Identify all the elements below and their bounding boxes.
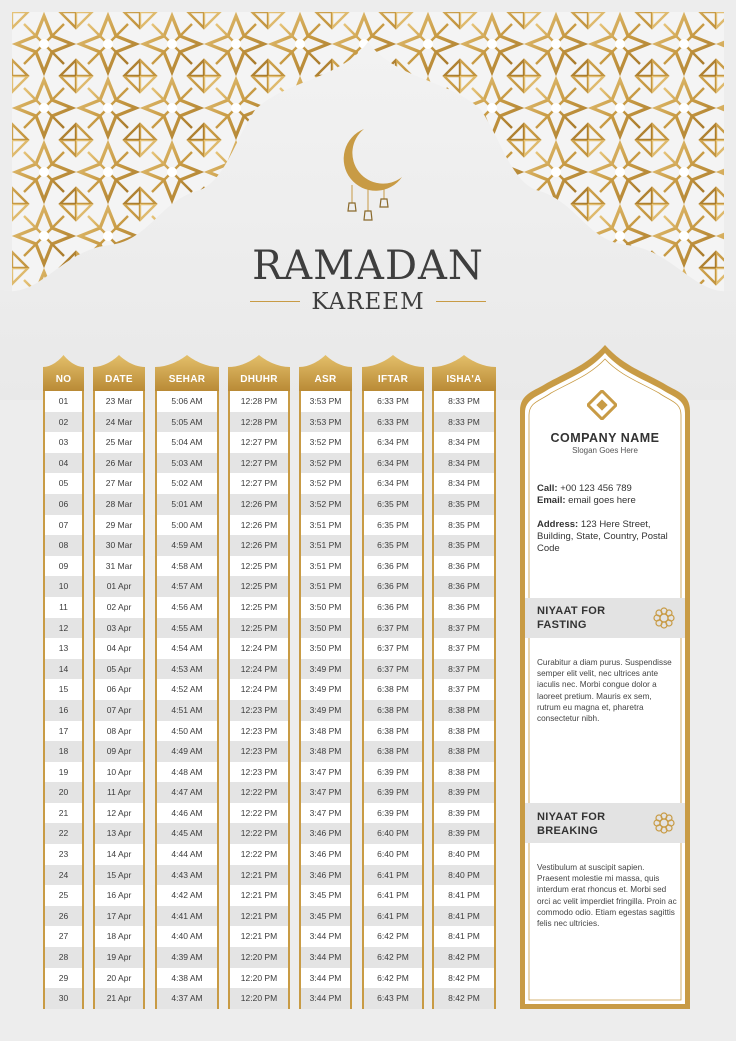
table-cell-date: 13 Apr xyxy=(95,823,143,844)
column-header-no xyxy=(43,355,84,391)
table-cell-asr: 3:47 PM xyxy=(309,807,342,818)
table-cell-date: 14 Apr xyxy=(106,849,132,860)
table-cell-dhuhr: 12:23 PM xyxy=(230,741,288,762)
table-cell-ishaa: 8:38 PM xyxy=(434,700,494,721)
table-cell-date: 28 Mar xyxy=(95,494,143,515)
call-value: +00 123 456 789 xyxy=(560,483,632,494)
table-cell-sehar: 4:59 AM xyxy=(157,535,217,556)
table-cell-ishaa: 8:38 PM xyxy=(448,725,480,736)
table-cell-asr: 3:44 PM xyxy=(309,931,342,942)
table-cell-dhuhr: 12:21 PM xyxy=(240,931,278,942)
column-header-asr xyxy=(299,355,352,391)
column-body-dhuhr xyxy=(228,391,290,1009)
table-cell-no: 15 xyxy=(58,684,69,695)
table-cell-sehar: 4:37 AM xyxy=(157,988,217,1009)
column-header-label: NO xyxy=(55,374,72,385)
table-cell-ishaa: 8:36 PM xyxy=(434,576,494,597)
table-cell-dhuhr: 12:24 PM xyxy=(240,643,278,654)
table-cell-iftar: 6:37 PM xyxy=(364,659,422,680)
table-cell-sehar: 4:42 AM xyxy=(171,890,203,901)
table-cell-date: 16 Apr xyxy=(106,890,132,901)
table-cell-no: 29 xyxy=(58,972,69,983)
table-cell-ishaa: 8:38 PM xyxy=(448,766,480,777)
table-cell-no: 18 xyxy=(45,741,82,762)
column-body-asr xyxy=(299,391,352,1009)
table-cell-no: 09 xyxy=(58,560,69,571)
table-cell-ishaa: 8:35 PM xyxy=(434,494,494,515)
column-asr xyxy=(299,355,352,1011)
table-cell-sehar: 4:53 AM xyxy=(157,659,217,680)
table-cell-dhuhr: 12:26 PM xyxy=(230,535,288,556)
table-cell-date: 15 Apr xyxy=(95,865,143,886)
table-cell-date: 20 Apr xyxy=(106,972,132,983)
table-cell-iftar: 6:40 PM xyxy=(377,849,409,860)
table-cell-dhuhr: 12:27 PM xyxy=(240,437,278,448)
table-cell-iftar: 6:43 PM xyxy=(364,988,422,1009)
table-cell-sehar: 5:05 AM xyxy=(157,412,217,433)
table-cell-iftar: 6:33 PM xyxy=(377,396,409,406)
table-cell-iftar: 6:35 PM xyxy=(364,494,422,515)
table-cell-iftar: 6:41 PM xyxy=(377,890,409,901)
table-cell-sehar: 5:02 AM xyxy=(171,478,203,489)
table-cell-asr: 3:46 PM xyxy=(301,823,350,844)
table-cell-sehar: 4:47 AM xyxy=(157,782,217,803)
table-cell-ishaa: 8:42 PM xyxy=(434,988,494,1009)
table-cell-iftar: 6:34 PM xyxy=(364,453,422,474)
table-cell-iftar: 6:36 PM xyxy=(364,576,422,597)
company-slogan: Slogan Goes Here xyxy=(572,446,638,455)
page-title: RAMADAN xyxy=(252,243,484,289)
table-cell-dhuhr: 12:23 PM xyxy=(240,766,278,777)
table-cell-no: 04 xyxy=(45,453,82,474)
table-cell-date: 30 Mar xyxy=(95,535,143,556)
table-cell-dhuhr: 12:21 PM xyxy=(230,865,288,886)
table-cell-date: 24 Mar xyxy=(95,412,143,433)
rosette-icon xyxy=(652,606,676,630)
table-cell-dhuhr: 12:21 PM xyxy=(230,906,288,927)
table-cell-date: 06 Apr xyxy=(106,684,132,695)
table-cell-dhuhr: 12:22 PM xyxy=(230,782,288,803)
table-cell-iftar: 6:34 PM xyxy=(377,478,409,489)
table-cell-ishaa: 8:38 PM xyxy=(434,741,494,762)
table-cell-ishaa: 8:42 PM xyxy=(434,947,494,968)
table-cell-asr: 3:53 PM xyxy=(301,412,350,433)
rosette-icon xyxy=(652,811,676,835)
table-cell-sehar: 4:56 AM xyxy=(171,601,203,612)
column-date xyxy=(93,355,145,1011)
niyaat-fasting-text: Curabitur a diam purus. Suspendisse semper elit velit, nec ultrices ante iaculis nec. Morbi congue dolor a laoreet pretium. Mauris ex sem, rutrum eu magna et, pharetra consectetur nibh. xyxy=(537,658,672,724)
table-cell-iftar: 6:37 PM xyxy=(364,618,422,639)
email-label: Email: xyxy=(537,495,566,506)
table-cell-sehar: 5:01 AM xyxy=(157,494,217,515)
contact-call xyxy=(537,483,677,495)
table-cell-no: 08 xyxy=(45,535,82,556)
table-cell-iftar: 6:37 PM xyxy=(377,643,409,654)
table-cell-asr: 3:52 PM xyxy=(301,453,350,474)
table-cell-ishaa: 8:41 PM xyxy=(434,906,494,927)
table-cell-asr: 3:50 PM xyxy=(309,601,342,612)
table-cell-asr: 3:49 PM xyxy=(301,700,350,721)
column-header-ishaa xyxy=(432,355,496,391)
table-cell-dhuhr: 12:21 PM xyxy=(240,890,278,901)
table-cell-asr: 3:51 PM xyxy=(309,519,342,530)
company-name: COMPANY NAME xyxy=(550,431,660,445)
table-cell-date: 09 Apr xyxy=(95,741,143,762)
table-cell-iftar: 6:41 PM xyxy=(364,865,422,886)
table-cell-ishaa: 8:33 PM xyxy=(448,396,480,406)
page-subtitle: KAREEM xyxy=(311,289,425,315)
table-cell-dhuhr: 12:28 PM xyxy=(240,396,278,406)
table-cell-no: 11 xyxy=(59,601,68,612)
table-cell-no: 12 xyxy=(45,618,82,639)
table-cell-no: 25 xyxy=(58,890,69,901)
column-body-sehar xyxy=(155,391,219,1009)
niyaat-breaking-title: NIYAAT FOR BREAKING xyxy=(537,811,606,837)
table-cell-asr: 3:49 PM xyxy=(301,659,350,680)
table-cell-sehar: 4:41 AM xyxy=(157,906,217,927)
column-ishaa xyxy=(432,355,496,1011)
column-iftar xyxy=(362,355,424,1011)
table-cell-asr: 3:51 PM xyxy=(301,535,350,556)
table-cell-asr: 3:45 PM xyxy=(301,906,350,927)
table-cell-iftar: 6:34 PM xyxy=(377,437,409,448)
table-cell-iftar: 6:38 PM xyxy=(364,741,422,762)
table-cell-dhuhr: 12:22 PM xyxy=(240,807,278,818)
table-cell-ishaa: 8:39 PM xyxy=(434,823,494,844)
table-cell-sehar: 4:55 AM xyxy=(157,618,217,639)
table-cell-dhuhr: 12:25 PM xyxy=(230,618,288,639)
column-header-label: SEHAR xyxy=(168,374,206,385)
table-cell-sehar: 4:45 AM xyxy=(157,823,217,844)
column-header-label: DHUHR xyxy=(240,374,278,385)
niyaat-fasting-title: NIYAAT FOR FASTING xyxy=(537,605,606,631)
column-body-date xyxy=(93,391,145,1009)
table-cell-asr: 3:50 PM xyxy=(301,618,350,639)
table-cell-ishaa: 8:34 PM xyxy=(434,453,494,474)
table-cell-asr: 3:52 PM xyxy=(309,437,342,448)
table-cell-iftar: 6:36 PM xyxy=(377,601,409,612)
table-cell-no: 22 xyxy=(45,823,82,844)
table-cell-iftar: 6:33 PM xyxy=(364,412,422,433)
table-cell-no: 16 xyxy=(45,700,82,721)
table-cell-dhuhr: 12:23 PM xyxy=(230,700,288,721)
table-cell-ishaa: 8:39 PM xyxy=(448,807,480,818)
table-cell-dhuhr: 12:27 PM xyxy=(240,478,278,489)
table-cell-asr: 3:52 PM xyxy=(309,478,342,489)
table-cell-iftar: 6:39 PM xyxy=(377,807,409,818)
column-header-label: IFTAR xyxy=(377,374,409,385)
table-cell-ishaa: 8:41 PM xyxy=(448,931,480,942)
table-cell-iftar: 6:39 PM xyxy=(377,766,409,777)
column-header-date xyxy=(93,355,145,391)
diamond-logo-icon xyxy=(587,390,617,420)
table-cell-sehar: 5:03 AM xyxy=(157,453,217,474)
table-cell-sehar: 4:38 AM xyxy=(171,972,203,983)
table-cell-iftar: 6:38 PM xyxy=(377,684,409,695)
table-cell-date: 05 Apr xyxy=(95,659,143,680)
table-cell-iftar: 6:42 PM xyxy=(377,972,409,983)
table-cell-iftar: 6:42 PM xyxy=(364,947,422,968)
table-cell-iftar: 6:38 PM xyxy=(377,725,409,736)
crescent-moon-icon xyxy=(330,125,410,225)
table-cell-no: 06 xyxy=(45,494,82,515)
column-header-sehar xyxy=(155,355,219,391)
table-cell-asr: 3:46 PM xyxy=(301,865,350,886)
niyaat-breaking-text: Vestibulum at suscipit sapien. Praesent molestie mi massa, quis interdum erat rhoncus et. Morbi sed orci ac velit imperdiet fringilla. Proin ac commodo odio. Etiam egestas sagittis felis nec ultricies. xyxy=(537,863,677,929)
table-cell-date: 12 Apr xyxy=(106,807,132,818)
column-header-label: ISHA'A xyxy=(446,374,482,385)
table-cell-asr: 3:44 PM xyxy=(309,972,342,983)
table-cell-iftar: 6:39 PM xyxy=(364,782,422,803)
table-cell-sehar: 4:40 AM xyxy=(171,931,203,942)
column-header-label: ASR xyxy=(314,374,337,385)
table-cell-date: 08 Apr xyxy=(106,725,132,736)
table-cell-ishaa: 8:36 PM xyxy=(448,601,480,612)
table-cell-sehar: 4:44 AM xyxy=(171,849,203,860)
table-cell-dhuhr: 12:26 PM xyxy=(240,519,278,530)
table-cell-ishaa: 8:37 PM xyxy=(434,659,494,680)
table-cell-date: 10 Apr xyxy=(106,766,132,777)
table-cell-date: 04 Apr xyxy=(106,643,132,654)
contact-address xyxy=(537,519,677,555)
table-cell-no: 14 xyxy=(45,659,82,680)
table-cell-sehar: 4:39 AM xyxy=(157,947,217,968)
column-header-iftar xyxy=(362,355,424,391)
table-cell-dhuhr: 12:25 PM xyxy=(240,601,278,612)
table-cell-dhuhr: 12:20 PM xyxy=(230,988,288,1009)
table-cell-ishaa: 8:36 PM xyxy=(448,560,480,571)
table-cell-ishaa: 8:40 PM xyxy=(448,849,480,860)
table-cell-dhuhr: 12:24 PM xyxy=(240,684,278,695)
column-header-label: DATE xyxy=(105,374,133,385)
table-cell-dhuhr: 12:25 PM xyxy=(240,560,278,571)
table-cell-asr: 3:46 PM xyxy=(309,849,342,860)
table-cell-no: 26 xyxy=(45,906,82,927)
column-no xyxy=(43,355,84,1011)
table-cell-no: 21 xyxy=(58,807,69,818)
table-cell-asr: 3:44 PM xyxy=(301,988,350,1009)
table-cell-date: 25 Mar xyxy=(105,437,133,448)
table-cell-no: 27 xyxy=(58,931,69,942)
table-cell-asr: 3:47 PM xyxy=(309,766,342,777)
table-cell-no: 01 xyxy=(58,396,69,406)
table-cell-date: 02 Apr xyxy=(106,601,132,612)
table-cell-asr: 3:48 PM xyxy=(301,741,350,762)
title-divider-right xyxy=(436,301,486,302)
table-cell-date: 21 Apr xyxy=(95,988,143,1009)
table-cell-no: 17 xyxy=(58,725,69,736)
table-cell-iftar: 6:38 PM xyxy=(364,700,422,721)
table-cell-dhuhr: 12:24 PM xyxy=(230,659,288,680)
table-cell-date: 18 Apr xyxy=(106,931,132,942)
table-cell-iftar: 6:36 PM xyxy=(377,560,409,571)
column-body-ishaa xyxy=(432,391,496,1009)
column-dhuhr xyxy=(228,355,290,1011)
table-cell-asr: 3:53 PM xyxy=(309,396,342,406)
table-cell-dhuhr: 12:22 PM xyxy=(240,849,278,860)
table-cell-no: 20 xyxy=(45,782,82,803)
table-cell-no: 19 xyxy=(58,766,69,777)
table-cell-date: 11 Apr xyxy=(95,782,143,803)
table-cell-iftar: 6:41 PM xyxy=(364,906,422,927)
table-cell-sehar: 5:06 AM xyxy=(171,396,203,406)
table-cell-no: 24 xyxy=(45,865,82,886)
table-cell-asr: 3:47 PM xyxy=(301,782,350,803)
table-cell-ishaa: 8:40 PM xyxy=(434,865,494,886)
table-cell-date: 27 Mar xyxy=(105,478,133,489)
table-cell-ishaa: 8:34 PM xyxy=(448,437,480,448)
table-cell-sehar: 4:58 AM xyxy=(171,560,203,571)
table-cell-ishaa: 8:42 PM xyxy=(448,972,480,983)
table-cell-dhuhr: 12:28 PM xyxy=(230,412,288,433)
table-cell-date: 29 Mar xyxy=(105,519,133,530)
address-label: Address: xyxy=(537,519,579,530)
table-cell-asr: 3:50 PM xyxy=(309,643,342,654)
table-cell-sehar: 4:46 AM xyxy=(171,807,203,818)
table-cell-no: 30 xyxy=(45,988,82,1009)
table-cell-no: 03 xyxy=(58,437,69,448)
table-cell-dhuhr: 12:27 PM xyxy=(230,453,288,474)
table-cell-date: 07 Apr xyxy=(95,700,143,721)
table-cell-date: 23 Mar xyxy=(105,396,133,406)
table-cell-sehar: 4:54 AM xyxy=(171,643,203,654)
table-cell-ishaa: 8:39 PM xyxy=(434,782,494,803)
table-cell-dhuhr: 12:20 PM xyxy=(230,947,288,968)
table-cell-dhuhr: 12:20 PM xyxy=(240,972,278,983)
address-value: 123 Here Street, Building, State, Country, Postal Code xyxy=(537,519,668,554)
table-cell-no: 13 xyxy=(58,643,69,654)
table-cell-date: 17 Apr xyxy=(95,906,143,927)
table-cell-sehar: 4:49 AM xyxy=(157,741,217,762)
table-cell-ishaa: 8:35 PM xyxy=(448,519,480,530)
table-cell-date: 01 Apr xyxy=(95,576,143,597)
table-cell-sehar: 4:51 AM xyxy=(157,700,217,721)
table-cell-dhuhr: 12:23 PM xyxy=(240,725,278,736)
table-cell-asr: 3:49 PM xyxy=(309,684,342,695)
table-cell-ishaa: 8:35 PM xyxy=(434,535,494,556)
table-cell-dhuhr: 12:26 PM xyxy=(230,494,288,515)
table-cell-no: 23 xyxy=(58,849,69,860)
table-cell-sehar: 4:52 AM xyxy=(171,684,203,695)
table-cell-ishaa: 8:37 PM xyxy=(434,618,494,639)
contact-email xyxy=(537,495,677,507)
table-cell-ishaa: 8:33 PM xyxy=(434,412,494,433)
table-cell-iftar: 6:35 PM xyxy=(377,519,409,530)
table-cell-dhuhr: 12:25 PM xyxy=(230,576,288,597)
column-body-iftar xyxy=(362,391,424,1009)
table-cell-asr: 3:51 PM xyxy=(309,560,342,571)
email-value: email goes here xyxy=(568,495,636,506)
table-cell-asr: 3:48 PM xyxy=(309,725,342,736)
table-cell-sehar: 4:48 AM xyxy=(171,766,203,777)
table-cell-asr: 3:44 PM xyxy=(301,947,350,968)
table-cell-date: 03 Apr xyxy=(95,618,143,639)
table-cell-sehar: 5:04 AM xyxy=(171,437,203,448)
column-body-no xyxy=(43,391,84,1009)
table-cell-date: 26 Mar xyxy=(95,453,143,474)
column-header-dhuhr xyxy=(228,355,290,391)
table-cell-iftar: 6:42 PM xyxy=(377,931,409,942)
table-cell-ishaa: 8:37 PM xyxy=(448,643,480,654)
table-cell-asr: 3:51 PM xyxy=(301,576,350,597)
table-cell-no: 28 xyxy=(45,947,82,968)
table-cell-iftar: 6:40 PM xyxy=(364,823,422,844)
table-cell-ishaa: 8:37 PM xyxy=(448,684,480,695)
table-cell-no: 10 xyxy=(45,576,82,597)
column-sehar xyxy=(155,355,219,1011)
table-cell-sehar: 4:57 AM xyxy=(157,576,217,597)
table-cell-dhuhr: 12:22 PM xyxy=(230,823,288,844)
table-cell-ishaa: 8:41 PM xyxy=(448,890,480,901)
table-cell-no: 07 xyxy=(58,519,69,530)
table-cell-iftar: 6:35 PM xyxy=(364,535,422,556)
call-label: Call: xyxy=(537,483,558,494)
table-cell-no: 05 xyxy=(58,478,69,489)
table-cell-sehar: 5:00 AM xyxy=(171,519,203,530)
table-cell-ishaa: 8:34 PM xyxy=(448,478,480,489)
table-cell-asr: 3:45 PM xyxy=(309,890,342,901)
table-cell-date: 19 Apr xyxy=(95,947,143,968)
table-cell-asr: 3:52 PM xyxy=(301,494,350,515)
table-cell-sehar: 4:43 AM xyxy=(157,865,217,886)
table-cell-date: 31 Mar xyxy=(105,560,133,571)
table-cell-no: 02 xyxy=(45,412,82,433)
table-cell-sehar: 4:50 AM xyxy=(171,725,203,736)
